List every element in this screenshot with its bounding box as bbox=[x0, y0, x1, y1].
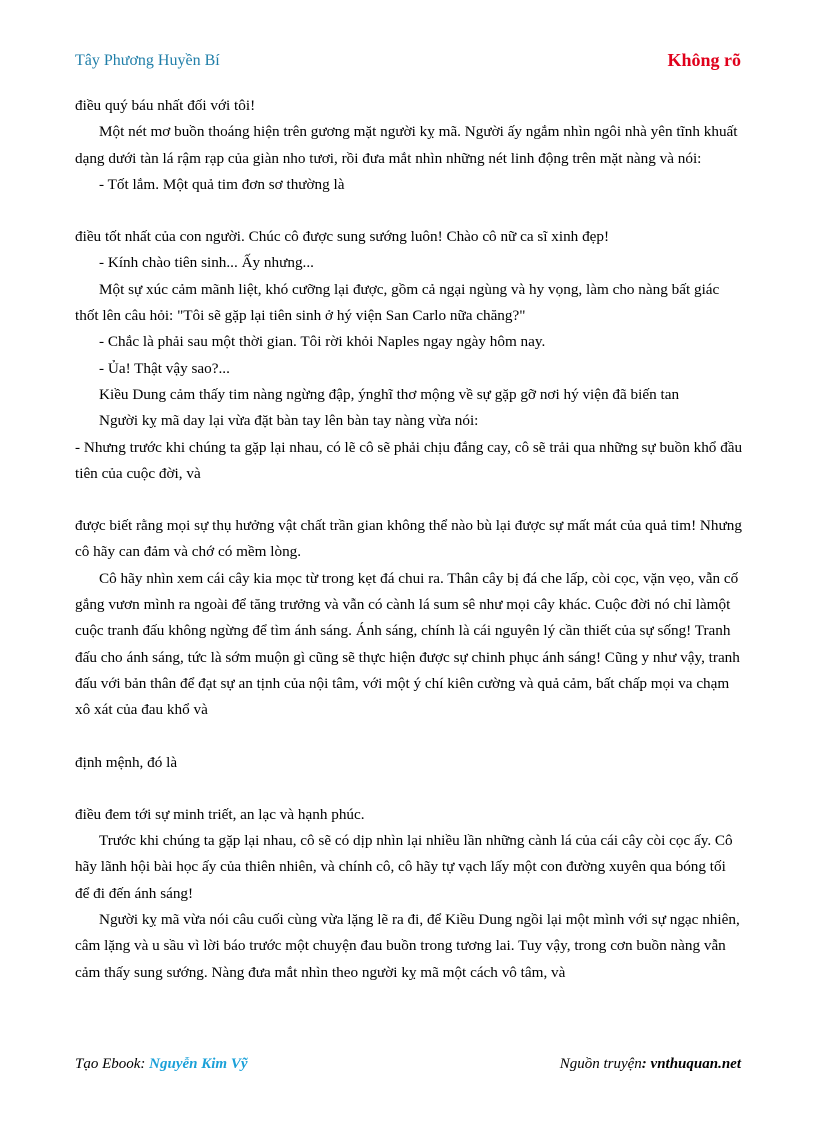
paragraph: Một nét mơ buồn thoáng hiện trên gương mặt người kỵ mã. Người ấy ngắm nhìn ngôi nhà yên tĩnh khuất dạng dưới tàn lá rậm rạp của giàn nho tươi, rồi đưa mắt nhìn những nét linh động trên mặt nàng và nói: bbox=[75, 123, 738, 167]
paragraph: Kiều Dung cảm thấy tim nàng ngừng đập, ýnghĩ thơ mộng về sự gặp gỡ nơi hý viện đã biến tan bbox=[99, 385, 680, 403]
paragraph: - Nhưng trước khi chúng ta gặp lại nhau, có lẽ cô sẽ phải chịu đắng cay, cô sẽ trải qua những sự buồn khổ đầu tiên của cuộc đời, và bbox=[75, 438, 743, 482]
paragraph: Cô hãy nhìn xem cái cây kia mọc từ trong kẹt đá chui ra. Thân cây bị đá che lấp, còi cọc, vặn vẹo, vẫn cố gắng vươn mình ra ngoài để tăng trưởng và vẫn có cành lá sum sê như mọi cây khác. Cuộc đời nó chỉ làmột cuộc tranh đấu không ngừng để tìm ánh sáng. Ánh sáng, chính là cái nguyên lý cần thiết của sự sống! Tranh đấu cho ánh sáng, tức là sớm muộn gì cũng sẽ thực hiện được sự chinh phục ánh sáng! Cũng y như vậy, tranh đấu với bản thân để đạt sự an tịnh của nội tâm, với một ý chí kiên cường và quả cảm, bất chấp mọi va chạm xô xát của đau khổ và bbox=[75, 569, 740, 719]
paragraph: điều quý báu nhất đối với tôi! bbox=[75, 97, 256, 114]
header-title: Tây Phương Huyền Bí bbox=[75, 52, 220, 69]
footer-credit-name: Nguyễn Kim Vỹ bbox=[149, 1056, 248, 1072]
paragraph: - Ủa! Thật vậy sao?... bbox=[99, 359, 230, 377]
paragraph: Người kỵ mã vừa nói câu cuối cùng vừa lặng lẽ ra đi, để Kiều Dung ngồi lại một mình với sự ngạc nhiên, câm lặng và u sầu vì lời báo trước một chuyện đau buồn trong tương lai. Tuy vậy, trong cơn buồn nàng vẫn cảm thấy sung sướng. Nàng đưa mắt nhìn theo người kỵ mã một cách vô tâm, và bbox=[75, 911, 740, 981]
paragraph: - Tốt lắm. Một quả tim đơn sơ thường là bbox=[99, 175, 345, 193]
footer-credit-label: Tạo Ebook bbox=[75, 1056, 141, 1072]
page-content bbox=[75, 93, 743, 986]
footer-source-label: Nguồn truyện bbox=[559, 1056, 642, 1072]
paragraph: định mệnh, đó là bbox=[75, 753, 178, 771]
paragraph: điều tốt nhất của con người. Chúc cô được sung sướng luôn! Chào cô nữ ca sĩ xinh đẹp! bbox=[75, 228, 610, 246]
paragraph: điều đem tới sự minh triết, an lạc và hạnh phúc. bbox=[75, 805, 365, 823]
header-author: Không rõ bbox=[667, 50, 741, 70]
footer-credit bbox=[75, 1056, 248, 1073]
footer-source bbox=[560, 1056, 741, 1073]
paragraph: - Kính chào tiên sinh... Ấy nhưng... bbox=[99, 254, 314, 272]
paragraph: - Chắc là phải sau một thời gian. Tôi rời khỏi Naples ngay ngày hôm nay. bbox=[99, 333, 546, 351]
footer-credit-separator: : bbox=[140, 1056, 150, 1072]
paragraph: Người kỵ mã day lại vừa đặt bàn tay lên bàn tay nàng vừa nói: bbox=[99, 412, 479, 430]
footer-source-site: vnthuquan.net bbox=[650, 1056, 741, 1072]
paragraph: Trước khi chúng ta gặp lại nhau, cô sẽ có dịp nhìn lại nhiều lần những cành lá của cái cây còi cọc ấy. Cô hãy lãnh hội bài học ấy của thiên nhiên, và chính cô, cô hãy tự vạch lấy một con đường xuyên qua bóng tối để đi đến ánh sáng! bbox=[75, 832, 733, 902]
footer-source-separator: : bbox=[641, 1056, 651, 1072]
paragraph: được biết rằng mọi sự thụ hưởng vật chất trần gian không thể nào bù lại được sự mất mát của quả tim! Nhưng cô hãy can đảm và chớ có mềm lòng. bbox=[75, 517, 742, 561]
paragraph: Một sự xúc cảm mãnh liệt, khó cưỡng lại được, gồm cả ngại ngùng và hy vọng, làm cho nàng bất giác thốt lên câu hỏi: "Tôi sẽ gặp lại tiên sinh ở hý viện San Carlo nữa chăng?" bbox=[75, 280, 720, 325]
